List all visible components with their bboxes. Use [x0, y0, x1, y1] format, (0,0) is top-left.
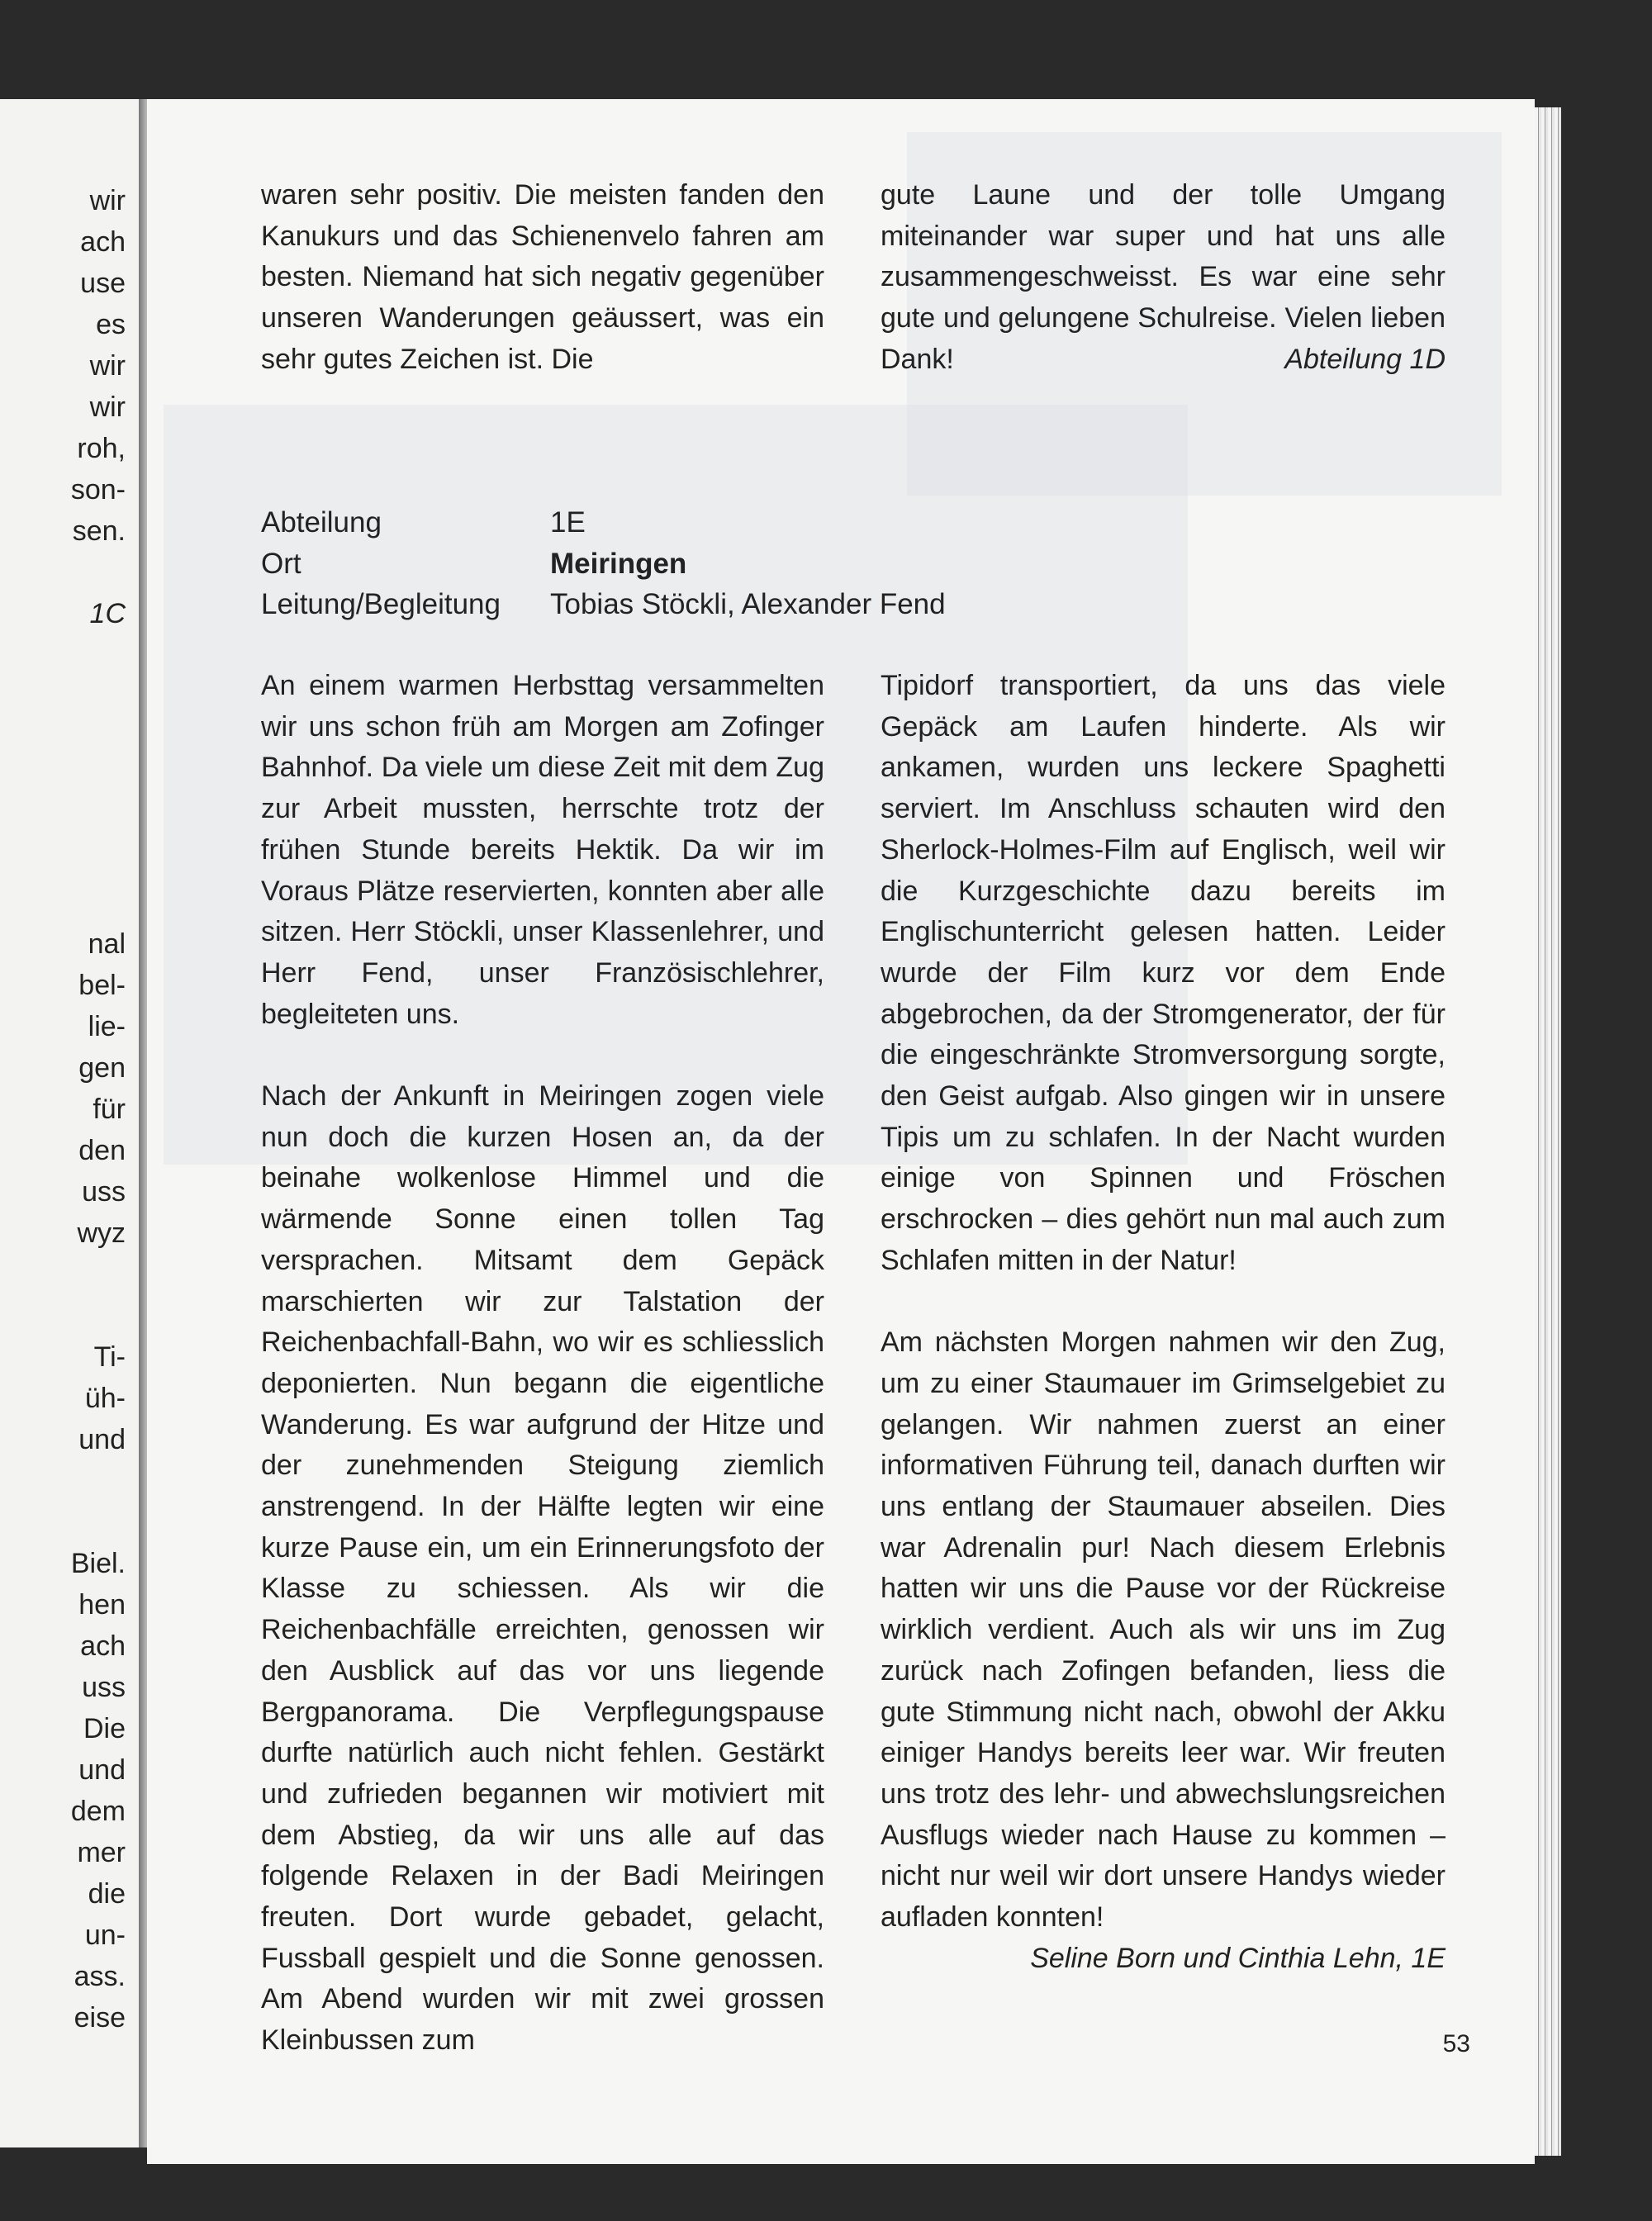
left-page-text: gen — [78, 1052, 126, 1084]
page-edges — [1535, 107, 1561, 2156]
left-page-text: wir — [89, 350, 126, 382]
left-page-text: son- — [70, 474, 126, 505]
left-page-text: nal — [88, 928, 126, 960]
paragraph: Am nächsten Morgen nahmen wir den Zug, um zu einer Staumauer im Grimselgebiet zu gelangen. Wir nahmen zuerst an einer informativen Führung teil, danach durften wir uns entlang der Staumauer abseilen. Dies war Adrenalin pur! Nach diesem Erlebnis hatten wir uns die Pause vor der Rückreise wirklich verdient. Auch als wir uns im Zug zurück nach Zofingen befanden, liess die gute Stimmung nicht nach, obwohl der Akku einiger Handys bereits leer war. Wir freuten uns trotz des lehr- und abwechslungsreichen Ausflugs wieder nach Hause zu kommen – nicht nur weil wir dort unsere Handys wieder aufladen konnten! — [881, 1326, 1446, 1934]
info-table — [261, 502, 946, 625]
paragraph: Tipidorf transportiert, da uns das viele Gepäck am Laufen hinderte. Als wir ankamen, wurden uns leckere Spaghetti serviert. Im Anschluss schauten wird den Sherlock-Holmes-Film auf Englisch, weil wir die Kurzgeschichte dazu bereits im Englischunterricht gelesen hatten. Leider wurde der Film kurz vor dem Ende abgebrochen, da der Stromgenerator, der für die eingeschränkte Stromversorgung sorgte, den Geist aufgab. Also gingen wir in unsere Tipis um zu schlafen. In der Nacht wurden einige von Spinnen und Fröschen erschrocken – dies gehört nun mal auch zum Schlafen mitten in der Natur! — [881, 670, 1446, 1276]
left-page-text: lie- — [88, 1011, 126, 1042]
left-page-text: use — [80, 268, 126, 299]
left-page-text: wir — [89, 392, 126, 423]
left-page-text: sen. — [72, 515, 126, 547]
left-page-text: roh, — [77, 433, 126, 464]
paragraph: waren sehr positiv. Die meisten fanden den Kanukurs und das Schienenvelo fahren am besten. Niemand hat sich negativ gegenüber unseren Wanderungen geäussert, was ein sehr gutes Zeichen ist. Die — [261, 179, 824, 375]
article-right-column — [881, 666, 1446, 1979]
left-page-text: für — [93, 1094, 126, 1125]
left-page-text: 1C — [89, 598, 126, 629]
info-label: Leitung/Begleitung — [261, 588, 501, 621]
info-label: Ort — [261, 547, 301, 580]
info-row — [261, 584, 946, 625]
left-page-text: und — [78, 1754, 126, 1786]
left-page-text: ass. — [74, 1961, 126, 1992]
left-page-text: und — [78, 1424, 126, 1455]
left-page-edge — [0, 99, 139, 2147]
document-page — [147, 99, 1535, 2164]
left-page-text: hen — [78, 1589, 126, 1621]
left-page-text: üh- — [84, 1383, 126, 1414]
left-page-text: Die — [83, 1713, 126, 1744]
info-label: Abteilung — [261, 506, 382, 539]
left-page-text: un- — [84, 1920, 126, 1951]
left-page-text: uss — [82, 1672, 126, 1703]
info-value: Meiringen — [550, 547, 687, 580]
paragraph: gute Laune und der tolle Umgang miteinander war super und hat uns alle zusammengeschweisst. Es war eine sehr gute und gelungene Schulreise. Vielen lieben Dank! — [881, 179, 1446, 375]
left-page-text: die — [88, 1878, 126, 1910]
signature: Seline Born und Cinthia Lehn, 1E — [1030, 1942, 1446, 1974]
left-page-text: dem — [70, 1796, 126, 1827]
left-page-text: uss — [82, 1176, 126, 1208]
info-value: 1E — [550, 506, 586, 539]
left-page-text: Biel. — [70, 1548, 126, 1579]
article-left-column — [261, 666, 824, 2062]
top-left-column — [261, 175, 824, 381]
left-page-text: ach — [80, 226, 126, 258]
left-page-text: es — [96, 309, 126, 340]
left-page-text: den — [78, 1135, 126, 1166]
left-page-text: ach — [80, 1630, 126, 1662]
left-page-text: Ti- — [93, 1341, 126, 1373]
left-page-text: wir — [89, 185, 126, 216]
signature: Abteilung 1D — [1284, 343, 1446, 375]
page-number: 53 — [1442, 2030, 1470, 2057]
info-row — [261, 502, 946, 543]
top-right-column — [881, 175, 1446, 381]
paragraph: Nach der Ankunft in Meiringen zogen viele nun doch die kurzen Hosen an, da der beinahe wolkenlose Himmel und die wärmende Sonne einen tollen Tag versprachen. Mitsamt dem Gepäck marschierten wir zur Talstation der Reichenbachfall-Bahn, wo wir es schliesslich deponierten. Nun begann die eigentliche Wanderung. Es war aufgrund der Hitze und der zunehmenden Steigung ziemlich anstrengend. In der Hälfte legten wir eine kurze Pause ein, um ein Erinnerungsfoto der Klasse zu schiessen. Als wir die Reichenbachfälle erreichten, genossen wir den Ausblick auf das vor uns liegende Bergpanorama. Die Verpflegungspause durfte natürlich auch nicht fehlen. Gestärkt und zufrieden begannen wir motiviert mit dem Abstieg, da wir uns alle auf das folgende Relaxen in der Badi Meiringen freuten. Dort wurde gebadet, gelacht, Fussball gespielt und die Sonne genossen. Am Abend wurden wir mit zwei grossen Kleinbussen zum — [261, 1080, 824, 2057]
paragraph: An einem warmen Herbsttag versammelten wir uns schon früh am Morgen am Zofinger Bahnhof. Da viele um diese Zeit mit dem Zug zur Arbeit mussten, herrschte trotz der frühen Stunde bereits Hektik. Da wir im Voraus Plätze reservierten, konnten aber alle sitzen. Herr Stöckli, unser Klassenlehrer, und Herr Fend, unser Französischlehrer, begleiteten uns. — [261, 670, 824, 1030]
info-row — [261, 543, 946, 585]
left-page-text: wyz — [77, 1217, 126, 1249]
book-spine — [139, 99, 147, 2147]
left-page-text: mer — [77, 1837, 126, 1868]
left-page-text: eise — [74, 2002, 126, 2034]
left-page-text: bel- — [78, 970, 126, 1001]
info-value: Tobias Stöckli, Alexander Fend — [550, 588, 946, 621]
